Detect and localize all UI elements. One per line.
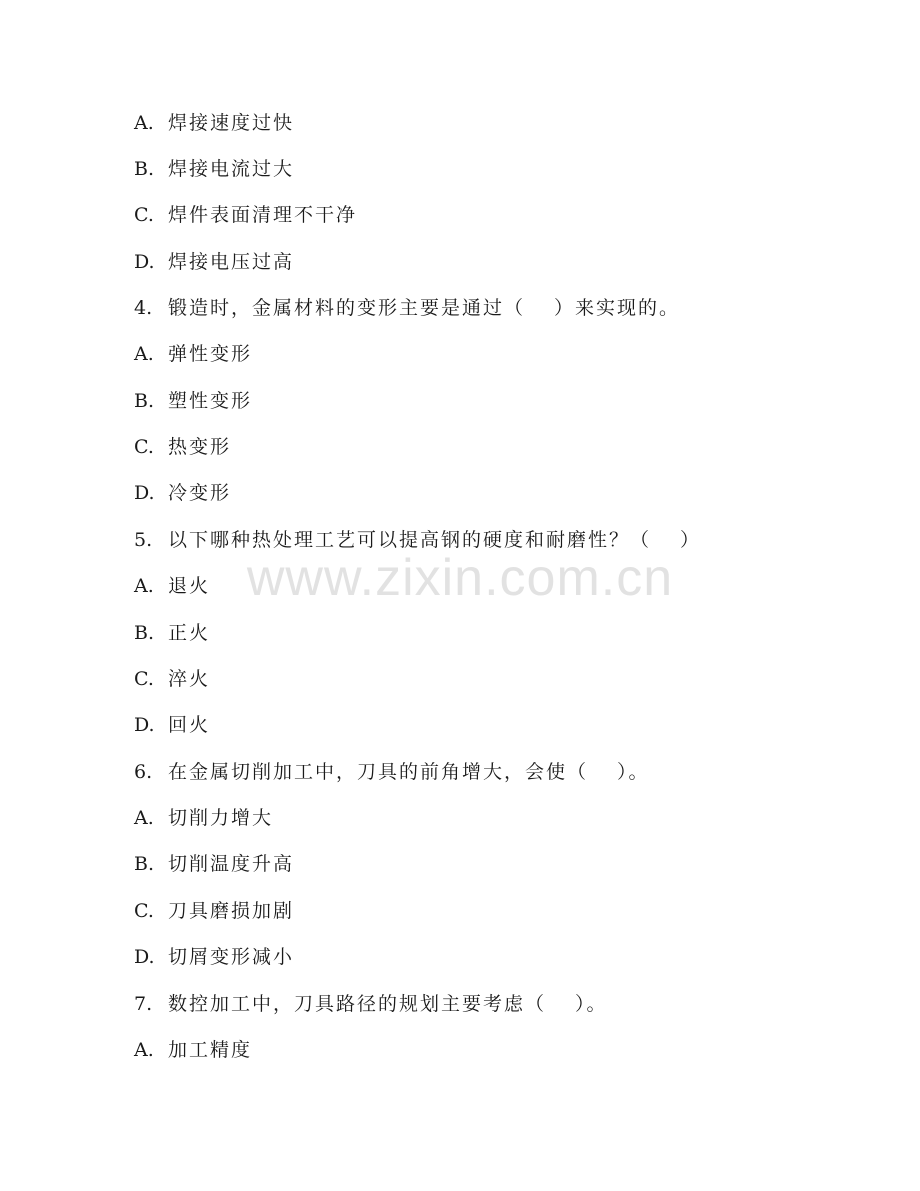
option-marker: B. [134, 158, 155, 180]
option-text: 切屑变形减小 [168, 946, 295, 968]
option-line [134, 342, 252, 366]
question-line [134, 992, 608, 1016]
option-text: 弹性变形 [168, 343, 253, 365]
option-text: 焊接电流过大 [168, 158, 295, 180]
option-line [134, 389, 252, 413]
option-line [134, 899, 294, 923]
option-marker: C. [134, 436, 154, 458]
option-marker: D. [134, 482, 155, 504]
option-text: 回火 [168, 714, 211, 736]
option-line [134, 435, 231, 459]
option-line [134, 713, 210, 737]
option-text: 焊接电压过高 [168, 251, 295, 273]
option-marker: C. [134, 900, 154, 922]
option-text: 热变形 [168, 436, 232, 458]
option-marker: B. [134, 390, 155, 412]
option-line [134, 806, 273, 830]
option-marker: B. [134, 622, 155, 644]
option-text: 切削力增大 [168, 807, 274, 829]
option-line [134, 1038, 252, 1062]
option-line [134, 157, 294, 181]
question-number: 4. [134, 297, 153, 319]
option-marker: B. [134, 853, 155, 875]
option-marker: A. [134, 575, 154, 597]
question-text: 锻造时，金属材料的变形主要是通过（ ）来实现的。 [168, 297, 681, 319]
option-text: 正火 [168, 622, 211, 644]
option-marker: A. [134, 112, 154, 134]
option-line [134, 481, 231, 505]
question-number: 5. [134, 529, 153, 551]
question-text: 在金属切削加工中，刀具的前角增大，会使（ ）。 [168, 761, 650, 783]
question-line [134, 528, 701, 552]
option-marker: C. [134, 204, 154, 226]
option-text: 加工精度 [168, 1039, 253, 1061]
option-marker: D. [134, 714, 155, 736]
option-line [134, 111, 294, 135]
option-marker: C. [134, 668, 154, 690]
option-text: 退火 [168, 575, 211, 597]
option-text: 淬火 [168, 668, 211, 690]
option-line [134, 945, 294, 969]
option-text: 焊件表面清理不干净 [168, 204, 358, 226]
option-line [134, 574, 210, 598]
option-text: 刀具磨损加剧 [168, 900, 295, 922]
option-line [134, 852, 294, 876]
option-line [134, 621, 210, 645]
option-text: 塑性变形 [168, 390, 253, 412]
option-line [134, 203, 357, 227]
question-number: 6. [134, 761, 153, 783]
question-line [134, 760, 650, 784]
option-text: 切削温度升高 [168, 853, 295, 875]
watermark: www.zixin.com.cn [246, 549, 674, 607]
option-marker: A. [134, 343, 154, 365]
option-marker: D. [134, 946, 155, 968]
question-number: 7. [134, 993, 153, 1015]
question-text: 以下哪种热处理工艺可以提高钢的硬度和耐磨性？（ ） [168, 529, 702, 551]
option-line [134, 667, 210, 691]
option-marker: A. [134, 807, 154, 829]
option-line [134, 250, 294, 274]
question-line [134, 296, 680, 320]
option-marker: D. [134, 251, 155, 273]
option-text: 焊接速度过快 [168, 112, 295, 134]
option-marker: A. [134, 1039, 154, 1061]
option-text: 冷变形 [168, 482, 232, 504]
question-text: 数控加工中，刀具路径的规划主要考虑（ ）。 [168, 993, 608, 1015]
